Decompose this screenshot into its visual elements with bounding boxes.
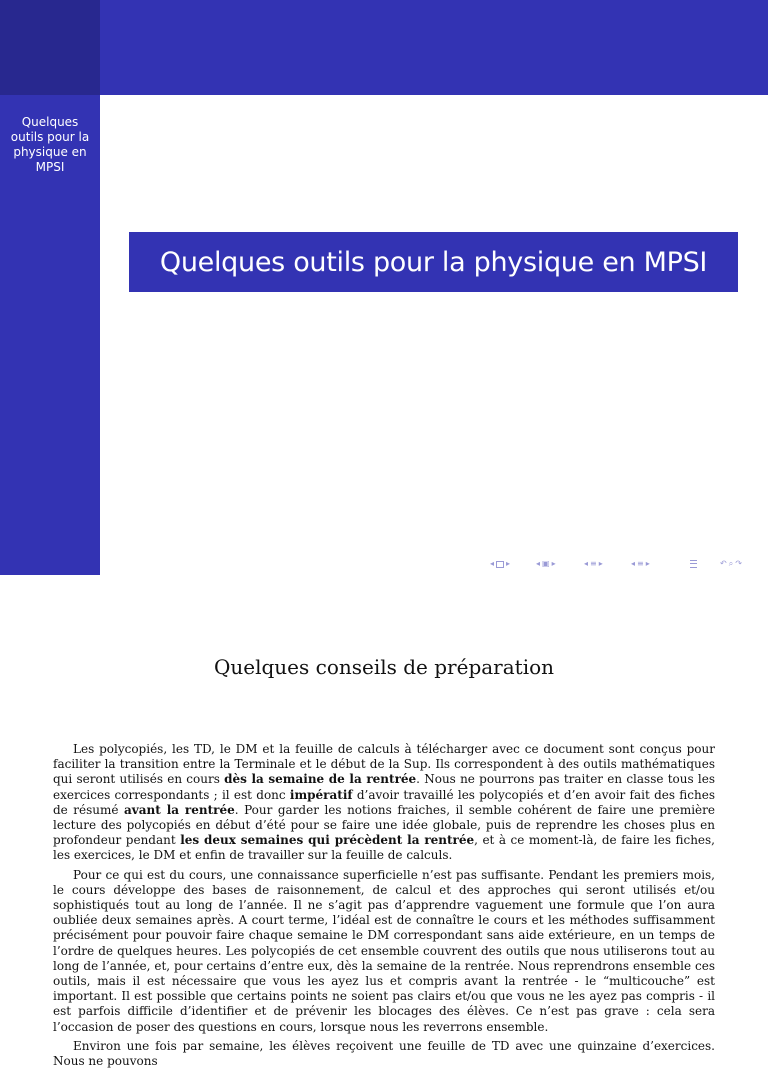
slide-title-box [129, 232, 738, 292]
undo-icon[interactable]: ↶ [720, 559, 727, 568]
slide-title: Quelques outils pour la physique en MPSI [159, 246, 708, 278]
nav-section-group[interactable] [584, 556, 603, 572]
text: d’avoir travaillé les polycopiés et d’en avoir fait des fiches de résumé [53, 787, 715, 817]
sidebar-corner [0, 0, 100, 95]
search-icon[interactable]: ⌕ [728, 559, 734, 568]
text: Les polycopiés, les TD, le DM et la feuille de calculs à télécharger avec ce document sont conçus pour faciliter la transition entre la Terminale et le début de la Sup. Ils correspondent à des outils mathématiques qui seront utilisés en cours [53, 742, 715, 787]
equal-sign-icon[interactable]: ≡ [590, 559, 597, 568]
nav-frame-group[interactable] [490, 556, 510, 572]
nav-part-group[interactable] [631, 556, 650, 572]
document-title: Quelques conseils de préparation [213, 655, 555, 679]
sidebar [0, 0, 100, 575]
bold-text: dès la semaine de la rentrée [224, 772, 417, 787]
paragraph-1 [53, 742, 715, 864]
sidebar-title[interactable]: Quelques outils pour la physique en MPSI [10, 115, 90, 174]
nav-search-group[interactable] [720, 556, 742, 572]
bold-text: avant la rentrée [124, 802, 235, 817]
nav-document-group[interactable] [690, 556, 697, 572]
document-page [0, 575, 768, 1069]
redo-icon[interactable]: ↷ [735, 559, 742, 568]
next-subsection-icon[interactable]: ▸ [551, 559, 556, 568]
frame-box-icon[interactable] [496, 561, 504, 568]
paragraph-3: Environ une fois par semaine, les élèves reçoivent une feuille de TD avec une quinzaine d’exercices. Nous ne pouvons [53, 1038, 715, 1069]
prev-part-icon[interactable]: ◂ [631, 559, 636, 568]
bold-text: les deux semaines qui précèdent la rentrée [180, 833, 475, 848]
document-icon[interactable] [690, 560, 697, 568]
next-section-icon[interactable]: ▸ [598, 559, 603, 568]
nav-subsection-group[interactable] [536, 556, 556, 572]
text: , et à ce moment-là, de faire les fiches, les exercices, le DM et enfin de travailler sur la feuille de calculs. [53, 833, 715, 863]
header-bar [100, 0, 768, 95]
prev-subsection-icon[interactable]: ◂ [536, 559, 541, 568]
next-part-icon[interactable]: ▸ [645, 559, 650, 568]
subsection-icon[interactable]: ▣ [542, 559, 550, 568]
text: . Pour garder les notions fraiches, il semble cohérent de faire une première lecture des polycopiés en début d’été pour se faire une idée globale, puis de reprendre les choses plus en profondeur pendant [53, 802, 715, 848]
prev-frame-icon[interactable]: ◂ [490, 559, 495, 568]
prev-section-icon[interactable]: ◂ [584, 559, 589, 568]
text: . Nous ne pourrons pas traiter en classe tous les exercices correspondants ; il est donc [53, 772, 715, 802]
document-body [53, 742, 715, 1073]
paragraph-2: Pour ce qui est du cours, une connaissance superficielle n’est pas suffisante. Pendant les premiers mois, le cours développe des bases de raisonnement, de calcul et des approches qui seront utilisés et/ou sophistiqués tout au long de l’année. Il ne s’agit pas d’apprendre vaguement une formule que l’on aura oubliée deux semaines après. A court terme, l’idéal est de connaître le cours et les méthodes suffisamment précisément pour pouvoir faire chaque semaine le DM correspondant sans aide extérieure, en un temps de l’ordre de quelques heures. Les polycopiés de cet ensemble couvrent des outils que nous utiliserons tout au long de l’année, et, pour certains d’entre eux, dès la semaine de la rentrée. Nous reprendrons ensemble ces outils, mais il est nécessaire que vous les ayez lus et compris avant la rentrée - le “multicouche” est important. Il est possible que certains points ne soient pas clairs et/ou que vous ne les ayez pas compris - il est parfois difficile d’identifier et de prévenir les blocages des élèves. Ce n’est pas grave : cela sera l’occasion de poser des questions en cours, lorsque nous les reverrons ensemble. [53, 867, 715, 1034]
part-icon[interactable]: ≡ [637, 559, 644, 568]
next-frame-icon[interactable]: ▸ [506, 559, 511, 568]
bold-text: impératif [289, 787, 353, 802]
